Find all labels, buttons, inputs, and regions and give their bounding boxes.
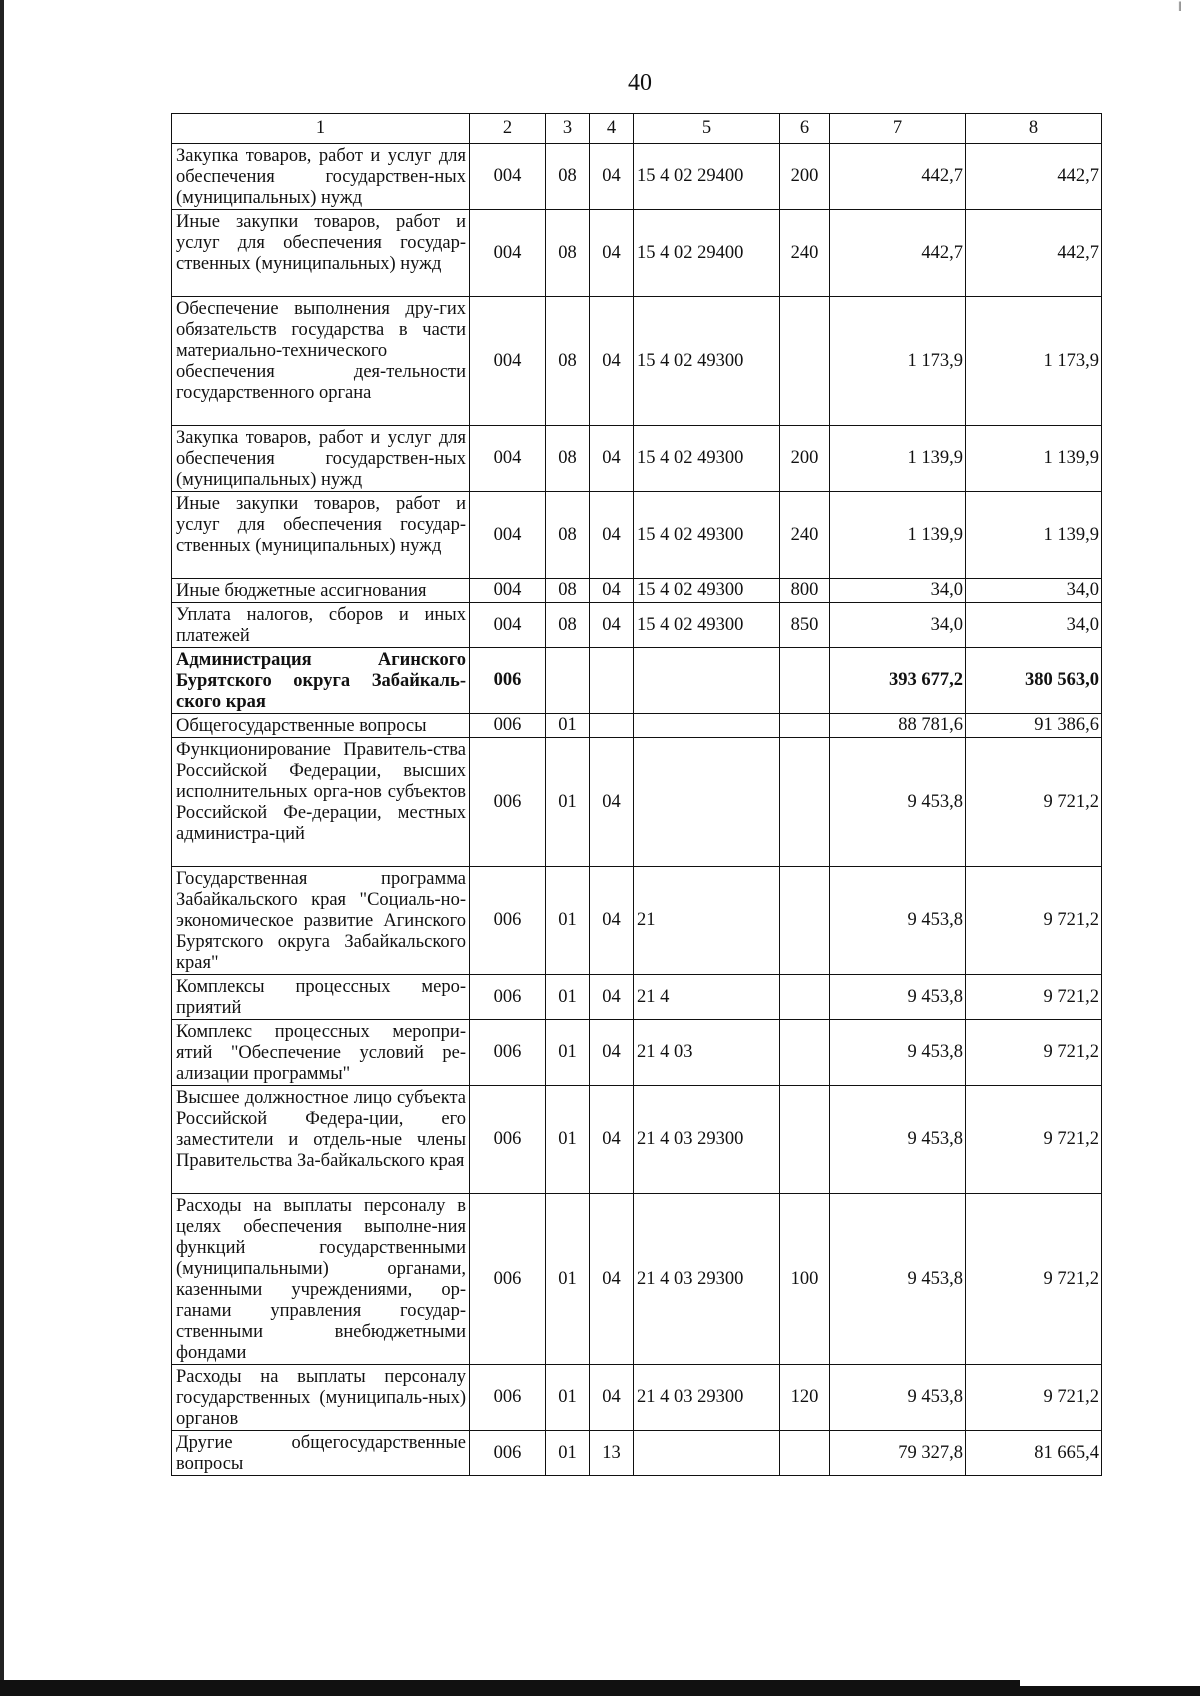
cell-subsection: 04	[590, 492, 634, 579]
cell-name: Комплекс процессных меропри-ятий "Обеспечение условий ре-ализации программы"	[172, 1020, 470, 1086]
cell-section: 08	[546, 492, 590, 579]
cell-amount-2: 9 721,2	[966, 738, 1102, 867]
table-row	[172, 714, 1102, 738]
cell-target-article: 15 4 02 49300	[634, 603, 780, 648]
cell-admin-code: 006	[470, 1431, 546, 1476]
cell-name: Высшее должностное лицо субъекта Российской Федера-ции, его заместители и отдель-ные члены Правительства За-байкальского края	[172, 1086, 470, 1194]
cell-target-article: 21 4 03 29300	[634, 1194, 780, 1365]
cell-target-article	[634, 1431, 780, 1476]
cell-amount-1: 88 781,6	[830, 714, 966, 738]
cell-subsection	[590, 648, 634, 714]
cell-section: 01	[546, 1020, 590, 1086]
cell-admin-code: 004	[470, 603, 546, 648]
cell-section: 01	[546, 867, 590, 975]
page-number: 40	[628, 70, 652, 96]
cell-subsection: 04	[590, 426, 634, 492]
cell-amount-2: 9 721,2	[966, 1020, 1102, 1086]
cell-subsection: 04	[590, 210, 634, 297]
cell-subsection: 04	[590, 975, 634, 1020]
cell-target-article: 21 4	[634, 975, 780, 1020]
cell-expense-type	[780, 714, 830, 738]
cell-amount-1: 9 453,8	[830, 1194, 966, 1365]
cell-amount-1: 442,7	[830, 144, 966, 210]
cell-name: Администрация Агинского Бурятского округа Забайкаль-ского края	[172, 648, 470, 714]
cell-amount-2: 9 721,2	[966, 975, 1102, 1020]
cell-target-article: 21	[634, 867, 780, 975]
cell-amount-1: 34,0	[830, 579, 966, 603]
scan-mark: ǁ	[1178, 0, 1182, 15]
cell-admin-code: 006	[470, 738, 546, 867]
table-row	[172, 975, 1102, 1020]
cell-admin-code: 004	[470, 492, 546, 579]
table-row	[172, 579, 1102, 603]
cell-admin-code: 006	[470, 1365, 546, 1431]
cell-name: Уплата налогов, сборов и иных платежей	[172, 603, 470, 648]
cell-section: 01	[546, 1365, 590, 1431]
cell-admin-code: 006	[470, 1020, 546, 1086]
cell-subsection: 04	[590, 579, 634, 603]
header-col-5: 5	[634, 114, 780, 144]
header-col-2: 2	[470, 114, 546, 144]
cell-section: 08	[546, 579, 590, 603]
cell-target-article: 21 4 03	[634, 1020, 780, 1086]
cell-subsection	[590, 714, 634, 738]
cell-amount-2: 1 139,9	[966, 492, 1102, 579]
cell-name: Функционирование Правитель-ства Российской Федерации, высших исполнительных орга-нов субъектов Российской Фе-дерации, местных администра-ций	[172, 738, 470, 867]
cell-section: 08	[546, 297, 590, 426]
cell-target-article	[634, 738, 780, 867]
cell-expense-type: 240	[780, 492, 830, 579]
cell-expense-type	[780, 648, 830, 714]
cell-target-article: 21 4 03 29300	[634, 1086, 780, 1194]
cell-section: 01	[546, 738, 590, 867]
cell-amount-1: 9 453,8	[830, 1020, 966, 1086]
cell-expense-type	[780, 867, 830, 975]
table-row	[172, 426, 1102, 492]
cell-target-article: 15 4 02 29400	[634, 210, 780, 297]
cell-target-article: 15 4 02 49300	[634, 579, 780, 603]
cell-name: Иные закупки товаров, работ и услуг для обеспечения государ-ственных (муниципальных) нужд	[172, 210, 470, 297]
table-row	[172, 603, 1102, 648]
cell-admin-code: 004	[470, 297, 546, 426]
cell-amount-2: 1 139,9	[966, 426, 1102, 492]
cell-amount-2: 9 721,2	[966, 1086, 1102, 1194]
header-col-4: 4	[590, 114, 634, 144]
header-col-3: 3	[546, 114, 590, 144]
table-row	[172, 492, 1102, 579]
cell-subsection: 04	[590, 144, 634, 210]
cell-name: Комплексы процессных меро-приятий	[172, 975, 470, 1020]
cell-amount-2: 34,0	[966, 603, 1102, 648]
header-col-6: 6	[780, 114, 830, 144]
cell-admin-code: 006	[470, 1194, 546, 1365]
cell-amount-2: 9 721,2	[966, 1365, 1102, 1431]
cell-admin-code: 004	[470, 579, 546, 603]
table-header-row	[172, 114, 1102, 144]
cell-name: Расходы на выплаты персоналу в целях обеспечения выполне-ния функций государственными (муниципальными) органами, казенными учреждениями, ор-ганами управления государ-ственными внебюджетными фондами	[172, 1194, 470, 1365]
cell-expense-type	[780, 975, 830, 1020]
cell-name: Иные бюджетные ассигнования	[172, 579, 470, 603]
cell-name: Закупка товаров, работ и услуг для обеспечения государствен-ных (муниципальных) нужд	[172, 144, 470, 210]
cell-expense-type: 240	[780, 210, 830, 297]
cell-target-article: 15 4 02 49300	[634, 426, 780, 492]
cell-subsection: 04	[590, 867, 634, 975]
cell-name: Закупка товаров, работ и услуг для обеспечения государствен-ных (муниципальных) нужд	[172, 426, 470, 492]
cell-expense-type	[780, 738, 830, 867]
cell-admin-code: 006	[470, 648, 546, 714]
header-col-7: 7	[830, 114, 966, 144]
cell-expense-type	[780, 1020, 830, 1086]
cell-name: Государственная программа Забайкальского края "Социаль-но-экономическое развитие Агинского Бурятского округа Забайкальского края"	[172, 867, 470, 975]
cell-section	[546, 648, 590, 714]
cell-expense-type: 850	[780, 603, 830, 648]
table-row	[172, 648, 1102, 714]
cell-amount-2: 9 721,2	[966, 1194, 1102, 1365]
cell-amount-2: 81 665,4	[966, 1431, 1102, 1476]
table-row	[172, 867, 1102, 975]
cell-subsection: 04	[590, 1194, 634, 1365]
cell-section: 08	[546, 603, 590, 648]
cell-amount-2: 442,7	[966, 210, 1102, 297]
cell-amount-2: 1 173,9	[966, 297, 1102, 426]
cell-name: Общегосударственные вопросы	[172, 714, 470, 738]
cell-subsection: 04	[590, 1020, 634, 1086]
cell-amount-1: 9 453,8	[830, 738, 966, 867]
table-row	[172, 738, 1102, 867]
cell-expense-type: 120	[780, 1365, 830, 1431]
table-row	[172, 1020, 1102, 1086]
table-row	[172, 1086, 1102, 1194]
cell-admin-code: 004	[470, 426, 546, 492]
cell-section: 01	[546, 1086, 590, 1194]
cell-section: 01	[546, 714, 590, 738]
cell-admin-code: 006	[470, 867, 546, 975]
cell-name: Расходы на выплаты персоналу государственных (муниципаль-ных) органов	[172, 1365, 470, 1431]
table-row	[172, 1365, 1102, 1431]
cell-section: 01	[546, 975, 590, 1020]
cell-expense-type	[780, 1431, 830, 1476]
table-row	[172, 144, 1102, 210]
table-row	[172, 1194, 1102, 1365]
table-row	[172, 1431, 1102, 1476]
cell-amount-1: 9 453,8	[830, 975, 966, 1020]
cell-expense-type	[780, 297, 830, 426]
cell-section: 08	[546, 210, 590, 297]
cell-admin-code: 004	[470, 210, 546, 297]
cell-subsection: 04	[590, 1365, 634, 1431]
cell-subsection: 04	[590, 738, 634, 867]
cell-amount-1: 1 139,9	[830, 492, 966, 579]
cell-target-article: 15 4 02 49300	[634, 297, 780, 426]
cell-expense-type	[780, 1086, 830, 1194]
cell-amount-2: 34,0	[966, 579, 1102, 603]
cell-section: 08	[546, 144, 590, 210]
cell-expense-type: 200	[780, 144, 830, 210]
table-row	[172, 210, 1102, 297]
cell-admin-code: 004	[470, 144, 546, 210]
cell-subsection: 13	[590, 1431, 634, 1476]
cell-amount-2: 380 563,0	[966, 648, 1102, 714]
cell-target-article: 15 4 02 29400	[634, 144, 780, 210]
table-row	[172, 297, 1102, 426]
cell-target-article	[634, 714, 780, 738]
cell-section: 01	[546, 1194, 590, 1365]
cell-amount-1: 34,0	[830, 603, 966, 648]
cell-name: Другие общегосударственные вопросы	[172, 1431, 470, 1476]
cell-admin-code: 006	[470, 714, 546, 738]
scan-left-edge	[0, 0, 4, 1696]
budget-table	[171, 113, 1102, 1476]
header-col-8: 8	[966, 114, 1102, 144]
header-col-1: 1	[172, 114, 470, 144]
cell-amount-1: 79 327,8	[830, 1431, 966, 1476]
cell-amount-2: 9 721,2	[966, 867, 1102, 975]
cell-subsection: 04	[590, 297, 634, 426]
cell-amount-1: 442,7	[830, 210, 966, 297]
cell-amount-1: 9 453,8	[830, 1086, 966, 1194]
cell-admin-code: 006	[470, 975, 546, 1020]
cell-target-article: 21 4 03 29300	[634, 1365, 780, 1431]
cell-amount-1: 1 173,9	[830, 297, 966, 426]
cell-admin-code: 006	[470, 1086, 546, 1194]
cell-section: 01	[546, 1431, 590, 1476]
cell-expense-type: 200	[780, 426, 830, 492]
cell-target-article	[634, 648, 780, 714]
table-body	[172, 144, 1102, 1476]
cell-name: Обеспечение выполнения дру-гих обязательств государства в части материально-технического обеспечения дея-тельности государственного органа	[172, 297, 470, 426]
cell-expense-type: 800	[780, 579, 830, 603]
cell-amount-1: 393 677,2	[830, 648, 966, 714]
cell-amount-2: 91 386,6	[966, 714, 1102, 738]
cell-subsection: 04	[590, 603, 634, 648]
cell-amount-1: 1 139,9	[830, 426, 966, 492]
cell-name: Иные закупки товаров, работ и услуг для обеспечения государ-ственных (муниципальных) нужд	[172, 492, 470, 579]
cell-amount-2: 442,7	[966, 144, 1102, 210]
cell-amount-1: 9 453,8	[830, 1365, 966, 1431]
cell-subsection: 04	[590, 1086, 634, 1194]
scan-bottom-bar	[0, 1680, 1200, 1696]
cell-expense-type: 100	[780, 1194, 830, 1365]
cell-target-article: 15 4 02 49300	[634, 492, 780, 579]
cell-amount-1: 9 453,8	[830, 867, 966, 975]
cell-section: 08	[546, 426, 590, 492]
